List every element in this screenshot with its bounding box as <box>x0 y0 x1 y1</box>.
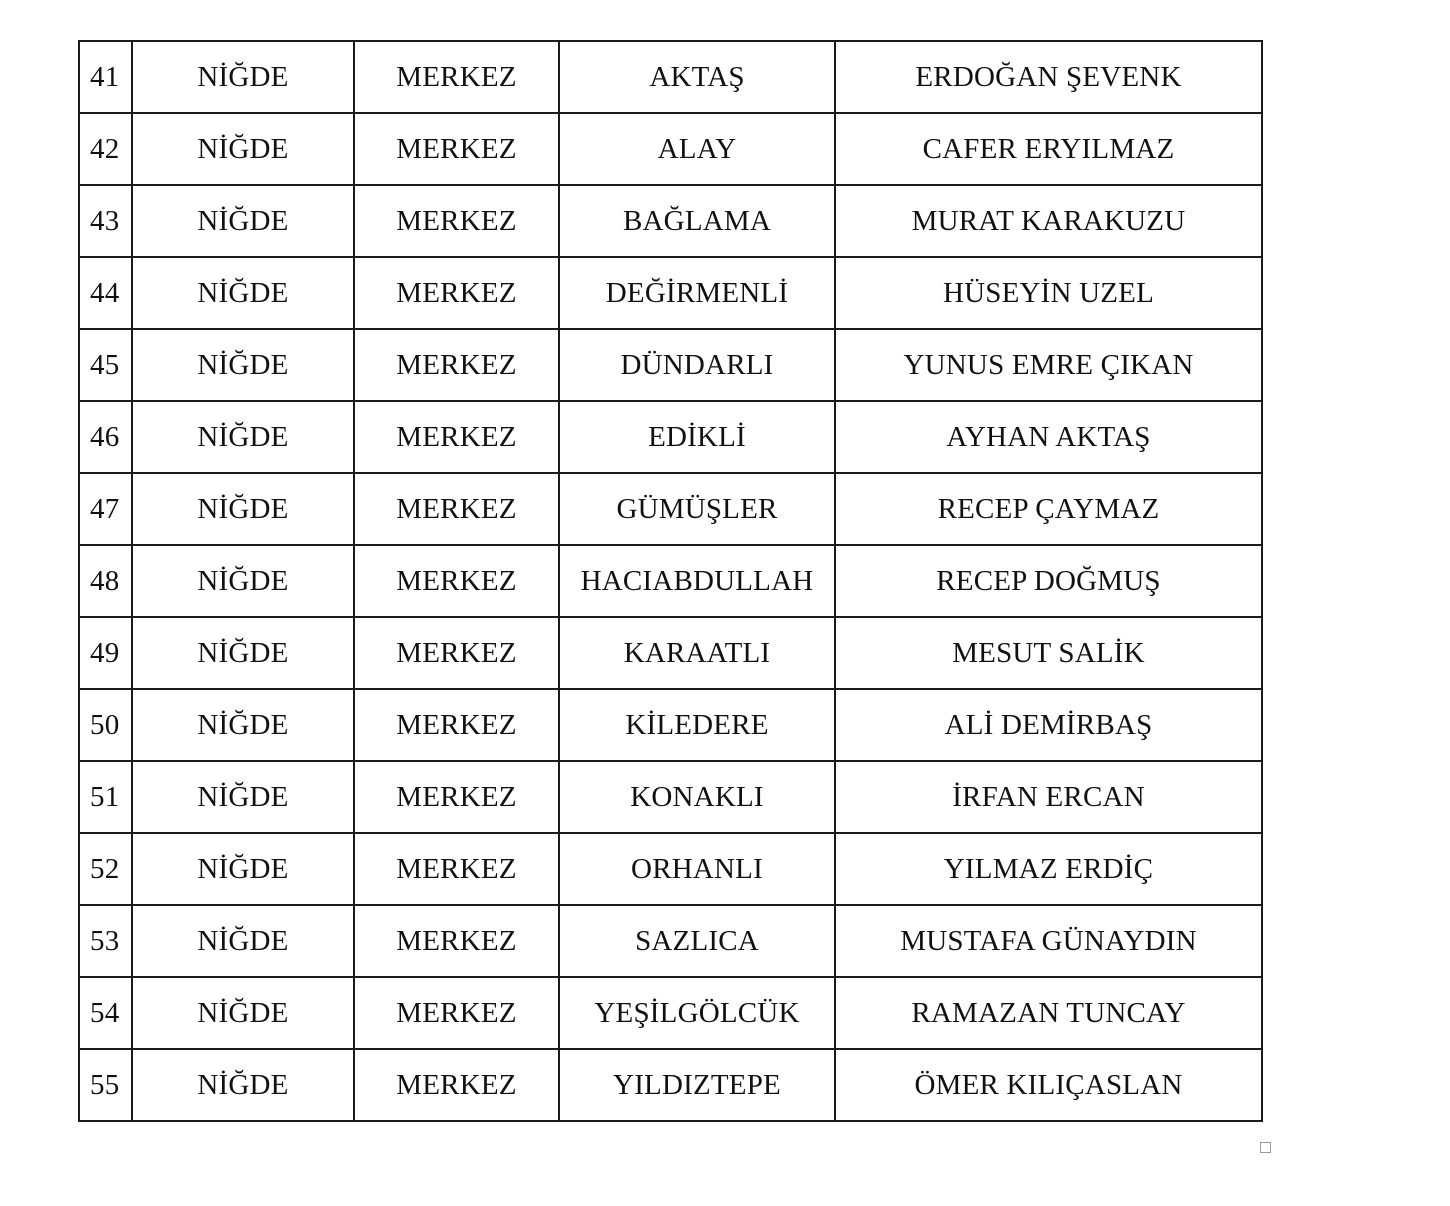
row-number-cell: 51 <box>79 761 132 833</box>
row-number-cell: 55 <box>79 1049 132 1121</box>
district-cell: MERKEZ <box>354 689 559 761</box>
headman-name-cell: MUSTAFA GÜNAYDIN <box>835 905 1262 977</box>
district-cell: MERKEZ <box>354 401 559 473</box>
headman-name-cell: RECEP DOĞMUŞ <box>835 545 1262 617</box>
village-cell: KARAATLI <box>559 617 835 689</box>
district-cell: MERKEZ <box>354 905 559 977</box>
row-number-cell: 47 <box>79 473 132 545</box>
headman-name-cell: HÜSEYİN UZEL <box>835 257 1262 329</box>
province-cell: NİĞDE <box>132 977 354 1049</box>
district-cell: MERKEZ <box>354 113 559 185</box>
village-cell: GÜMÜŞLER <box>559 473 835 545</box>
district-cell: MERKEZ <box>354 977 559 1049</box>
row-number-cell: 44 <box>79 257 132 329</box>
district-cell: MERKEZ <box>354 545 559 617</box>
village-cell: YILDIZTEPE <box>559 1049 835 1121</box>
district-cell: MERKEZ <box>354 833 559 905</box>
headman-name-cell: MURAT KARAKUZU <box>835 185 1262 257</box>
headman-name-cell: AYHAN AKTAŞ <box>835 401 1262 473</box>
district-cell: MERKEZ <box>354 761 559 833</box>
table-row <box>79 689 1262 761</box>
headman-name-cell: MESUT SALİK <box>835 617 1262 689</box>
row-number-cell: 49 <box>79 617 132 689</box>
row-number-cell: 54 <box>79 977 132 1049</box>
province-cell: NİĞDE <box>132 257 354 329</box>
province-cell: NİĞDE <box>132 689 354 761</box>
table-row <box>79 761 1262 833</box>
district-cell: MERKEZ <box>354 41 559 113</box>
headman-name-cell: ALİ DEMİRBAŞ <box>835 689 1262 761</box>
headman-name-cell: ERDOĞAN ŞEVENK <box>835 41 1262 113</box>
province-cell: NİĞDE <box>132 905 354 977</box>
row-number-cell: 43 <box>79 185 132 257</box>
headman-name-cell: CAFER ERYILMAZ <box>835 113 1262 185</box>
village-cell: AKTAŞ <box>559 41 835 113</box>
table-row <box>79 977 1262 1049</box>
row-number-cell: 45 <box>79 329 132 401</box>
headman-name-cell: RECEP ÇAYMAZ <box>835 473 1262 545</box>
province-cell: NİĞDE <box>132 401 354 473</box>
table-row <box>79 1049 1262 1121</box>
province-cell: NİĞDE <box>132 113 354 185</box>
village-cell: DÜNDARLI <box>559 329 835 401</box>
province-cell: NİĞDE <box>132 329 354 401</box>
village-cell: SAZLICA <box>559 905 835 977</box>
table-row <box>79 905 1262 977</box>
headman-name-cell: RAMAZAN TUNCAY <box>835 977 1262 1049</box>
village-cell: ORHANLI <box>559 833 835 905</box>
village-cell: EDİKLİ <box>559 401 835 473</box>
table-row <box>79 41 1262 113</box>
row-number-cell: 48 <box>79 545 132 617</box>
village-headmen-table <box>78 40 1263 1122</box>
row-number-cell: 46 <box>79 401 132 473</box>
district-cell: MERKEZ <box>354 473 559 545</box>
village-cell: KİLEDERE <box>559 689 835 761</box>
table-row <box>79 401 1262 473</box>
province-cell: NİĞDE <box>132 41 354 113</box>
table-row <box>79 113 1262 185</box>
province-cell: NİĞDE <box>132 473 354 545</box>
district-cell: MERKEZ <box>354 257 559 329</box>
district-cell: MERKEZ <box>354 1049 559 1121</box>
village-cell: ALAY <box>559 113 835 185</box>
province-cell: NİĞDE <box>132 545 354 617</box>
province-cell: NİĞDE <box>132 1049 354 1121</box>
table-row <box>79 329 1262 401</box>
village-cell: BAĞLAMA <box>559 185 835 257</box>
district-cell: MERKEZ <box>354 185 559 257</box>
headman-name-cell: ÖMER KILIÇASLAN <box>835 1049 1262 1121</box>
headman-name-cell: İRFAN ERCAN <box>835 761 1262 833</box>
row-number-cell: 42 <box>79 113 132 185</box>
province-cell: NİĞDE <box>132 833 354 905</box>
table-row <box>79 257 1262 329</box>
district-cell: MERKEZ <box>354 329 559 401</box>
province-cell: NİĞDE <box>132 617 354 689</box>
district-cell: MERKEZ <box>354 617 559 689</box>
table-row <box>79 545 1262 617</box>
row-number-cell: 50 <box>79 689 132 761</box>
table-row <box>79 833 1262 905</box>
table-row <box>79 185 1262 257</box>
province-cell: NİĞDE <box>132 185 354 257</box>
province-cell: NİĞDE <box>132 761 354 833</box>
village-cell: HACIABDULLAH <box>559 545 835 617</box>
table-resize-handle[interactable] <box>1260 1142 1271 1153</box>
village-cell: YEŞİLGÖLCÜK <box>559 977 835 1049</box>
headman-name-cell: YUNUS EMRE ÇIKAN <box>835 329 1262 401</box>
village-cell: DEĞİRMENLİ <box>559 257 835 329</box>
row-number-cell: 52 <box>79 833 132 905</box>
headman-name-cell: YILMAZ ERDİÇ <box>835 833 1262 905</box>
row-number-cell: 41 <box>79 41 132 113</box>
table-row <box>79 617 1262 689</box>
row-number-cell: 53 <box>79 905 132 977</box>
village-cell: KONAKLI <box>559 761 835 833</box>
table-body <box>79 41 1262 1121</box>
table-row <box>79 473 1262 545</box>
